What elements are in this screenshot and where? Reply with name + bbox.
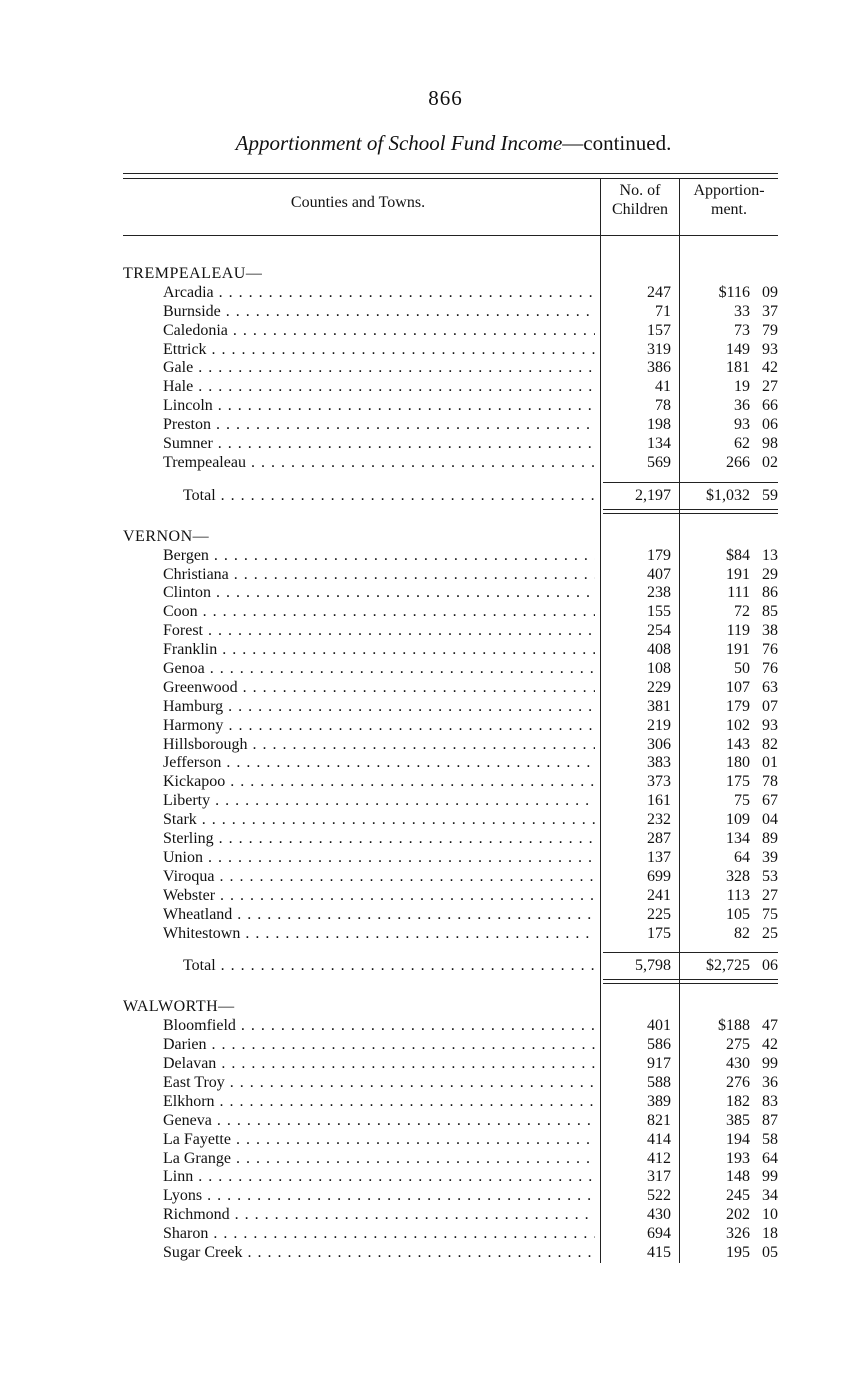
- amount-cents: 04: [762, 811, 778, 829]
- amount-dollars: 245: [726, 1187, 750, 1205]
- amount-dollars: 111: [727, 584, 750, 602]
- town-name: Wheatland . . .: [163, 906, 595, 925]
- town-name: Genoa . . .: [163, 660, 595, 679]
- amount-cents: 53: [762, 867, 778, 885]
- amount-dollars: 328: [726, 867, 750, 885]
- children-count: 254: [647, 622, 671, 640]
- amount-cents: 76: [762, 660, 778, 678]
- children-count: 229: [647, 678, 671, 696]
- total-dollars: $1,032: [706, 486, 750, 504]
- children-count: 415: [647, 1243, 671, 1261]
- amount-cents: 42: [762, 1036, 778, 1054]
- table-row: [123, 868, 778, 887]
- children-count: 373: [647, 773, 671, 791]
- children-count: 522: [647, 1187, 671, 1205]
- header-no-children: No. of Children: [612, 182, 668, 218]
- amount-dollars: $116: [718, 283, 750, 301]
- table-row: [123, 906, 778, 925]
- amount-dollars: 195: [726, 1243, 750, 1261]
- children-count: 247: [647, 283, 671, 301]
- table-body: [123, 256, 778, 1263]
- town-name: Lincoln . . .: [163, 397, 595, 416]
- table-row: [123, 435, 778, 454]
- children-count: 179: [647, 546, 671, 564]
- amount-dollars: 72: [734, 603, 750, 621]
- amount-cents: 10: [762, 1206, 778, 1224]
- town-name: Viroqua . . .: [163, 868, 595, 887]
- amount-dollars: 93: [734, 416, 750, 434]
- children-count: 41: [655, 378, 671, 396]
- town-name: Gale . . .: [163, 359, 595, 378]
- amount-cents: 18: [762, 1225, 778, 1243]
- table-row: [123, 397, 778, 416]
- amount-cents: 76: [762, 641, 778, 659]
- amount-cents: 37: [762, 302, 778, 320]
- amount-cents: 99: [762, 1055, 778, 1073]
- town-name: Sugar Creek . . .: [163, 1244, 595, 1263]
- table-row: [123, 566, 778, 585]
- town-name: Bergen . . .: [163, 547, 595, 566]
- amount-cents: 66: [762, 397, 778, 415]
- county-heading: WALWORTH—: [123, 998, 235, 1016]
- amount-cents: 78: [762, 773, 778, 791]
- town-name: Franklin . . .: [163, 641, 595, 660]
- table-row: [123, 284, 778, 303]
- children-count: 917: [647, 1055, 671, 1073]
- total-row: [123, 485, 778, 507]
- table-row: [123, 773, 778, 792]
- total-top-rule: [603, 482, 778, 483]
- amount-dollars: 180: [726, 754, 750, 772]
- children-count: 694: [647, 1225, 671, 1243]
- town-name: Clinton . . .: [163, 584, 595, 603]
- children-count: 225: [647, 905, 671, 923]
- table-row: [123, 603, 778, 622]
- amount-dollars: 73: [734, 321, 750, 339]
- town-name: Webster . . .: [163, 887, 595, 906]
- amount-dollars: $188: [718, 1017, 750, 1035]
- town-name: Trempealeau . . .: [163, 454, 595, 473]
- page-title-italic: Apportionment of School Fund Income: [235, 131, 563, 155]
- town-name: Jefferson . . .: [163, 754, 595, 773]
- children-count: 407: [647, 565, 671, 583]
- table-row: [123, 925, 778, 944]
- table-row: [123, 303, 778, 322]
- town-name: Harmony . . .: [163, 717, 595, 736]
- table-row: [123, 1036, 778, 1055]
- amount-dollars: 75: [734, 792, 750, 810]
- children-count: 78: [655, 397, 671, 415]
- amount-dollars: 191: [726, 641, 750, 659]
- children-count: 306: [647, 735, 671, 753]
- amount-cents: 09: [762, 283, 778, 301]
- amount-cents: 63: [762, 678, 778, 696]
- children-count: 430: [647, 1206, 671, 1224]
- amount-cents: 85: [762, 603, 778, 621]
- amount-cents: 07: [762, 697, 778, 715]
- total-double-rule-1: [603, 509, 778, 510]
- town-name: Stark . . .: [163, 811, 595, 830]
- total-double-rule-2: [603, 983, 778, 984]
- children-count: 408: [647, 641, 671, 659]
- total-double-rule-2: [603, 513, 778, 514]
- amount-dollars: 143: [726, 735, 750, 753]
- amount-cents: 99: [762, 1168, 778, 1186]
- table-row: [123, 378, 778, 397]
- amount-dollars: 82: [734, 924, 750, 942]
- amount-dollars: 194: [726, 1130, 750, 1148]
- amount-cents: 89: [762, 830, 778, 848]
- table-row: [123, 830, 778, 849]
- total-row: [123, 955, 778, 977]
- town-name: Sterling . . .: [163, 830, 595, 849]
- amount-cents: 75: [762, 905, 778, 923]
- amount-cents: 02: [762, 453, 778, 471]
- amount-cents: 38: [762, 622, 778, 640]
- amount-dollars: 107: [726, 678, 750, 696]
- amount-cents: 64: [762, 1149, 778, 1167]
- children-count: 134: [647, 435, 671, 453]
- table-row: [123, 359, 778, 378]
- total-double-rule-1: [603, 979, 778, 980]
- table-row: [123, 454, 778, 473]
- amount-cents: 67: [762, 792, 778, 810]
- table-row: [123, 736, 778, 755]
- amount-dollars: 193: [726, 1149, 750, 1167]
- table-row: [123, 641, 778, 660]
- town-name: Kickapoo . . .: [163, 773, 595, 792]
- table-row: [123, 1055, 778, 1074]
- table-row: [123, 1244, 778, 1263]
- total-top-rule: [603, 952, 778, 953]
- children-count: 401: [647, 1017, 671, 1035]
- table-row: [123, 1187, 778, 1206]
- table-row: [123, 1225, 778, 1244]
- town-name: Greenwood . . .: [163, 679, 595, 698]
- county-heading: TREMPEALEAU—: [123, 265, 263, 282]
- table-top-rule: [123, 173, 778, 174]
- town-name: La Grange . . .: [163, 1150, 595, 1169]
- amount-dollars: 326: [726, 1225, 750, 1243]
- amount-cents: 82: [762, 735, 778, 753]
- amount-cents: 39: [762, 848, 778, 866]
- children-count: 155: [647, 603, 671, 621]
- children-count: 238: [647, 584, 671, 602]
- amount-cents: 79: [762, 321, 778, 339]
- amount-cents: 58: [762, 1130, 778, 1148]
- amount-dollars: 191: [726, 565, 750, 583]
- table-row: [123, 1017, 778, 1036]
- children-count: 232: [647, 811, 671, 829]
- table-row: [123, 679, 778, 698]
- town-name: Ettrick . . .: [163, 341, 595, 360]
- amount-dollars: 134: [726, 830, 750, 848]
- table-row: [123, 1112, 778, 1131]
- amount-dollars: 202: [726, 1206, 750, 1224]
- children-count: 137: [647, 848, 671, 866]
- amount-cents: 29: [762, 565, 778, 583]
- spacer: [123, 473, 778, 485]
- amount-dollars: 266: [726, 453, 750, 471]
- header-apportionment: Apportion- ment.: [693, 182, 765, 218]
- amount-dollars: 175: [726, 773, 750, 791]
- children-count: 198: [647, 416, 671, 434]
- table-row: [123, 717, 778, 736]
- children-count: 219: [647, 716, 671, 734]
- page-title: [0, 131, 857, 156]
- table-row: [123, 622, 778, 641]
- amount-dollars: 33: [734, 302, 750, 320]
- children-count: 71: [655, 302, 671, 320]
- amount-cents: 34: [762, 1187, 778, 1205]
- table-row: [123, 1150, 778, 1169]
- children-count: 821: [647, 1111, 671, 1129]
- total-cents: 06: [762, 957, 778, 975]
- town-name: Sharon . . .: [163, 1225, 595, 1244]
- town-name: Lyons . . .: [163, 1187, 595, 1206]
- amount-cents: 36: [762, 1073, 778, 1091]
- amount-cents: 42: [762, 359, 778, 377]
- table-row: [123, 660, 778, 679]
- amount-cents: 83: [762, 1092, 778, 1110]
- amount-cents: 47: [762, 1017, 778, 1035]
- table-row: [123, 887, 778, 906]
- children-count: 586: [647, 1036, 671, 1054]
- town-name: Delavan . . .: [163, 1055, 595, 1074]
- children-count: 588: [647, 1073, 671, 1091]
- amount-dollars: 181: [726, 359, 750, 377]
- spacer: [123, 943, 778, 955]
- town-name: Bloomfield . . .: [163, 1017, 595, 1036]
- town-name: East Troy . . .: [163, 1074, 595, 1093]
- children-count: 317: [647, 1168, 671, 1186]
- page-number: 866: [428, 86, 463, 110]
- town-name: Preston . . .: [163, 416, 595, 435]
- town-name: Geneva . . .: [163, 1112, 595, 1131]
- amount-dollars: 276: [726, 1073, 750, 1091]
- town-name: Hale . . .: [163, 378, 595, 397]
- amount-dollars: 102: [726, 716, 750, 734]
- amount-dollars: 62: [734, 435, 750, 453]
- children-count: 319: [647, 340, 671, 358]
- children-count: 414: [647, 1130, 671, 1148]
- total-label: Total . . .: [183, 955, 595, 977]
- amount-cents: 98: [762, 435, 778, 453]
- amount-dollars: 50: [734, 660, 750, 678]
- town-name: Burnside . . .: [163, 303, 595, 322]
- table-row: [123, 322, 778, 341]
- town-name: Forest . . .: [163, 622, 595, 641]
- amount-dollars: 109: [726, 811, 750, 829]
- table-row: [123, 1206, 778, 1225]
- children-count: 287: [647, 830, 671, 848]
- amount-dollars: $84: [726, 546, 750, 564]
- children-count: 699: [647, 867, 671, 885]
- children-count: 108: [647, 660, 671, 678]
- amount-dollars: 179: [726, 697, 750, 715]
- town-name: Hamburg . . .: [163, 698, 595, 717]
- town-name: Coon . . .: [163, 603, 595, 622]
- amount-dollars: 119: [726, 622, 750, 640]
- amount-dollars: 149: [726, 340, 750, 358]
- town-name: Whitestown . . .: [163, 925, 595, 944]
- amount-dollars: 64: [734, 848, 750, 866]
- amount-cents: 01: [762, 754, 778, 772]
- table-row: [123, 849, 778, 868]
- spacer: [123, 519, 778, 528]
- town-name: Linn . . .: [163, 1168, 595, 1187]
- children-count: 175: [647, 924, 671, 942]
- total-cents: 59: [762, 486, 778, 504]
- children-count: 157: [647, 321, 671, 339]
- children-count: 381: [647, 697, 671, 715]
- table-row: [123, 1074, 778, 1093]
- town-name: Liberty . . .: [163, 792, 595, 811]
- town-name: Darien . . .: [163, 1036, 595, 1055]
- amount-cents: 06: [762, 416, 778, 434]
- table-row: [123, 584, 778, 603]
- total-children: 5,798: [635, 957, 671, 975]
- table-row: [123, 341, 778, 360]
- total-label: Total . . .: [183, 485, 595, 507]
- amount-cents: 13: [762, 546, 778, 564]
- amount-dollars: 36: [734, 397, 750, 415]
- children-count: 383: [647, 754, 671, 772]
- town-name: Christiana . . .: [163, 566, 595, 585]
- amount-dollars: 105: [726, 905, 750, 923]
- amount-cents: 93: [762, 716, 778, 734]
- children-count: 386: [647, 359, 671, 377]
- town-name: Sumner . . .: [163, 435, 595, 454]
- amount-cents: 87: [762, 1111, 778, 1129]
- town-name: Arcadia . . .: [163, 284, 595, 303]
- amount-dollars: 113: [726, 886, 750, 904]
- children-count: 161: [647, 792, 671, 810]
- page-title-rest: —continued.: [562, 131, 672, 155]
- amount-cents: 86: [762, 584, 778, 602]
- amount-dollars: 430: [726, 1055, 750, 1073]
- children-count: 569: [647, 453, 671, 471]
- amount-cents: 93: [762, 340, 778, 358]
- amount-cents: 25: [762, 924, 778, 942]
- spacer: [123, 256, 778, 265]
- table-row: [123, 547, 778, 566]
- children-count: 241: [647, 886, 671, 904]
- town-name: Hillsborough . . .: [163, 736, 595, 755]
- table-row: [123, 792, 778, 811]
- children-count: 389: [647, 1092, 671, 1110]
- amount-dollars: 148: [726, 1168, 750, 1186]
- table-row: [123, 698, 778, 717]
- table-row: [123, 1131, 778, 1150]
- table-row: [123, 1168, 778, 1187]
- amount-dollars: 19: [734, 378, 750, 396]
- total-dollars: $2,725: [706, 957, 750, 975]
- amount-cents: 27: [762, 886, 778, 904]
- amount-dollars: 385: [726, 1111, 750, 1129]
- total-children: 2,197: [635, 486, 671, 504]
- town-name: Union . . .: [163, 849, 595, 868]
- amount-cents: 05: [762, 1243, 778, 1261]
- table-row: [123, 416, 778, 435]
- table-row: [123, 1093, 778, 1112]
- amount-dollars: 275: [726, 1036, 750, 1054]
- county-heading: VERNON—: [123, 527, 210, 545]
- table-row: [123, 754, 778, 773]
- town-name: Elkhorn . . .: [163, 1093, 595, 1112]
- town-name: La Fayette . . .: [163, 1131, 595, 1150]
- spacer: [123, 989, 778, 998]
- amount-dollars: 182: [726, 1092, 750, 1110]
- town-name: Richmond . . .: [163, 1206, 595, 1225]
- children-count: 412: [647, 1149, 671, 1167]
- header-counties-towns: Counties and Towns.: [290, 194, 426, 211]
- amount-cents: 27: [762, 378, 778, 396]
- table-row: [123, 811, 778, 830]
- town-name: Caledonia . . .: [163, 322, 595, 341]
